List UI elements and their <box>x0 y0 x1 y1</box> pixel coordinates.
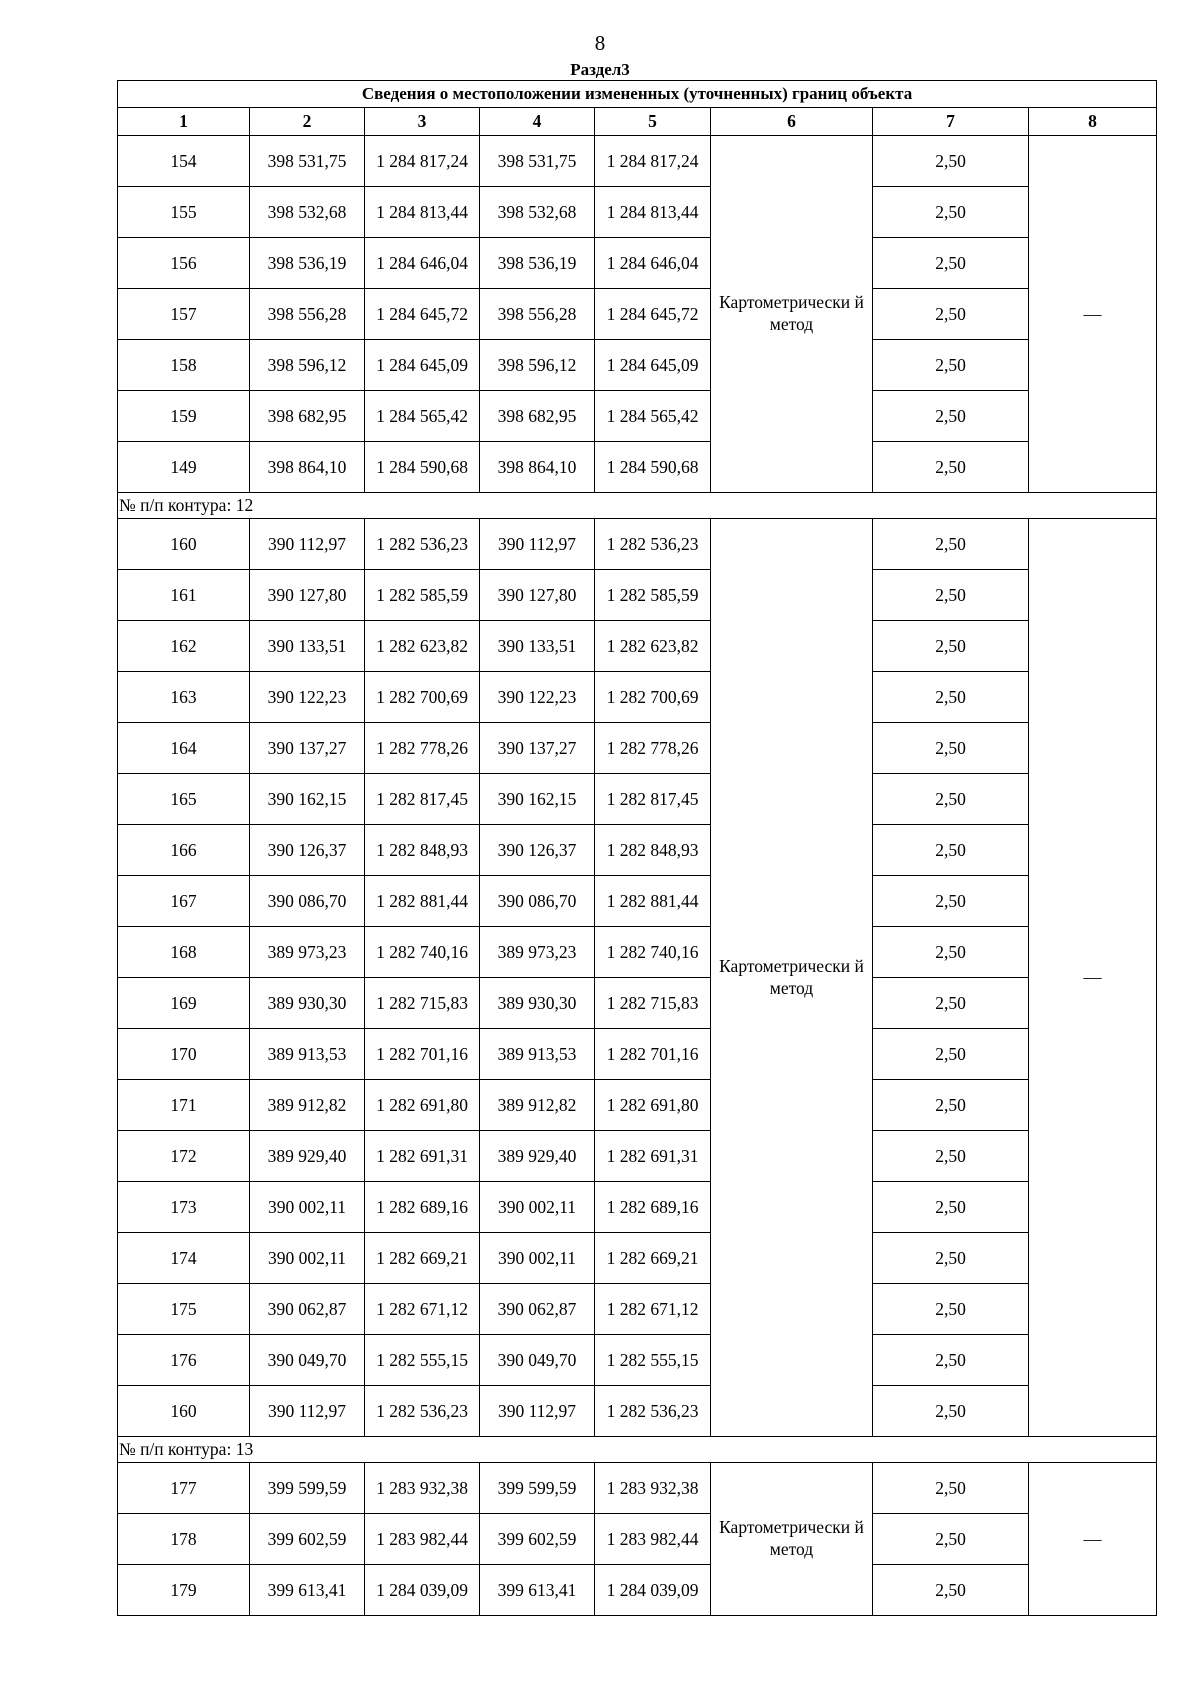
x-new-cell: 390 122,23 <box>480 672 595 723</box>
x-new-cell: 390 162,15 <box>480 774 595 825</box>
y-existing-cell: 1 282 848,93 <box>365 825 480 876</box>
x-new-cell: 390 086,70 <box>480 876 595 927</box>
y-new-cell: 1 284 645,09 <box>595 340 711 391</box>
x-new-cell: 390 127,80 <box>480 570 595 621</box>
point-number-cell: 159 <box>118 391 250 442</box>
y-existing-cell: 1 284 645,09 <box>365 340 480 391</box>
y-new-cell: 1 282 689,16 <box>595 1182 711 1233</box>
section-title: Раздел3 <box>570 60 630 79</box>
y-existing-cell: 1 282 700,69 <box>365 672 480 723</box>
contour-label: № п/п контура: 12 <box>118 493 1157 519</box>
point-number-cell: 173 <box>118 1182 250 1233</box>
point-number-cell: 161 <box>118 570 250 621</box>
x-existing-cell: 390 133,51 <box>250 621 365 672</box>
contour-label: № п/п контура: 13 <box>118 1437 1157 1463</box>
table-row <box>118 1182 1157 1233</box>
y-new-cell: 1 283 932,38 <box>595 1463 711 1514</box>
x-existing-cell: 398 556,28 <box>250 289 365 340</box>
table-row <box>118 1029 1157 1080</box>
x-existing-cell: 390 062,87 <box>250 1284 365 1335</box>
method-cell: Картометрически й метод <box>711 1463 873 1616</box>
table-row <box>118 1284 1157 1335</box>
y-existing-cell: 1 284 039,09 <box>365 1565 480 1616</box>
accuracy-cell: 2,50 <box>873 672 1029 723</box>
y-new-cell: 1 282 536,23 <box>595 1386 711 1437</box>
y-existing-cell: 1 284 813,44 <box>365 187 480 238</box>
column-header: 3 <box>365 108 480 136</box>
x-existing-cell: 390 137,27 <box>250 723 365 774</box>
y-existing-cell: 1 282 691,80 <box>365 1080 480 1131</box>
y-existing-cell: 1 284 817,24 <box>365 136 480 187</box>
x-new-cell: 398 531,75 <box>480 136 595 187</box>
column-header: 5 <box>595 108 711 136</box>
accuracy-cell: 2,50 <box>873 1182 1029 1233</box>
table-caption-row <box>118 81 1157 108</box>
accuracy-cell: 2,50 <box>873 1080 1029 1131</box>
y-existing-cell: 1 282 669,21 <box>365 1233 480 1284</box>
y-existing-cell: 1 282 778,26 <box>365 723 480 774</box>
x-new-cell: 398 682,95 <box>480 391 595 442</box>
y-existing-cell: 1 282 691,31 <box>365 1131 480 1182</box>
column-header: 8 <box>1029 108 1157 136</box>
note-cell: — <box>1029 136 1157 493</box>
x-new-cell: 399 602,59 <box>480 1514 595 1565</box>
point-number-cell: 164 <box>118 723 250 774</box>
table-row <box>118 340 1157 391</box>
accuracy-cell: 2,50 <box>873 391 1029 442</box>
y-new-cell: 1 282 778,26 <box>595 723 711 774</box>
accuracy-cell: 2,50 <box>873 1565 1029 1616</box>
table-row <box>118 825 1157 876</box>
accuracy-cell: 2,50 <box>873 340 1029 391</box>
accuracy-cell: 2,50 <box>873 187 1029 238</box>
y-new-cell: 1 282 585,59 <box>595 570 711 621</box>
y-new-cell: 1 282 881,44 <box>595 876 711 927</box>
table-row <box>118 570 1157 621</box>
method-cell: Картометрически й метод <box>711 136 873 493</box>
x-new-cell: 398 532,68 <box>480 187 595 238</box>
table-row <box>118 1386 1157 1437</box>
x-existing-cell: 398 682,95 <box>250 391 365 442</box>
y-existing-cell: 1 282 689,16 <box>365 1182 480 1233</box>
table-row <box>118 238 1157 289</box>
table-row <box>118 723 1157 774</box>
point-number-cell: 166 <box>118 825 250 876</box>
point-number-cell: 178 <box>118 1514 250 1565</box>
y-new-cell: 1 282 817,45 <box>595 774 711 825</box>
y-new-cell: 1 283 982,44 <box>595 1514 711 1565</box>
contour-row <box>118 493 1157 519</box>
y-existing-cell: 1 282 740,16 <box>365 927 480 978</box>
x-existing-cell: 398 532,68 <box>250 187 365 238</box>
y-new-cell: 1 284 646,04 <box>595 238 711 289</box>
y-new-cell: 1 282 671,12 <box>595 1284 711 1335</box>
x-new-cell: 389 912,82 <box>480 1080 595 1131</box>
table-caption: Сведения о местоположении измененных (уточненных) границ объекта <box>118 81 1157 108</box>
y-new-cell: 1 284 039,09 <box>595 1565 711 1616</box>
y-existing-cell: 1 282 817,45 <box>365 774 480 825</box>
y-existing-cell: 1 282 701,16 <box>365 1029 480 1080</box>
y-existing-cell: 1 282 555,15 <box>365 1335 480 1386</box>
accuracy-cell: 2,50 <box>873 1029 1029 1080</box>
point-number-cell: 158 <box>118 340 250 391</box>
x-new-cell: 389 929,40 <box>480 1131 595 1182</box>
x-new-cell: 398 536,19 <box>480 238 595 289</box>
y-new-cell: 1 284 565,42 <box>595 391 711 442</box>
table-row <box>118 876 1157 927</box>
method-cell: Картометрически й метод <box>711 519 873 1437</box>
table-row <box>118 672 1157 723</box>
table-row <box>118 136 1157 187</box>
accuracy-cell: 2,50 <box>873 570 1029 621</box>
y-new-cell: 1 282 691,31 <box>595 1131 711 1182</box>
y-new-cell: 1 282 715,83 <box>595 978 711 1029</box>
x-new-cell: 398 596,12 <box>480 340 595 391</box>
x-new-cell: 390 112,97 <box>480 519 595 570</box>
note-cell: — <box>1029 1463 1157 1616</box>
x-existing-cell: 399 602,59 <box>250 1514 365 1565</box>
y-existing-cell: 1 284 565,42 <box>365 391 480 442</box>
x-existing-cell: 398 596,12 <box>250 340 365 391</box>
table-row <box>118 1233 1157 1284</box>
x-existing-cell: 390 127,80 <box>250 570 365 621</box>
y-existing-cell: 1 282 623,82 <box>365 621 480 672</box>
y-new-cell: 1 282 555,15 <box>595 1335 711 1386</box>
y-new-cell: 1 284 645,72 <box>595 289 711 340</box>
point-number-cell: 154 <box>118 136 250 187</box>
point-number-cell: 172 <box>118 1131 250 1182</box>
accuracy-cell: 2,50 <box>873 519 1029 570</box>
table-row <box>118 519 1157 570</box>
y-new-cell: 1 282 701,16 <box>595 1029 711 1080</box>
y-existing-cell: 1 284 590,68 <box>365 442 480 493</box>
column-header-row <box>118 108 1157 136</box>
accuracy-cell: 2,50 <box>873 927 1029 978</box>
table-row <box>118 927 1157 978</box>
table-row <box>118 1131 1157 1182</box>
x-existing-cell: 390 049,70 <box>250 1335 365 1386</box>
point-number-cell: 171 <box>118 1080 250 1131</box>
boundary-points-table <box>117 80 1157 1616</box>
y-existing-cell: 1 282 671,12 <box>365 1284 480 1335</box>
y-existing-cell: 1 282 536,23 <box>365 519 480 570</box>
x-new-cell: 398 864,10 <box>480 442 595 493</box>
x-existing-cell: 390 126,37 <box>250 825 365 876</box>
point-number-cell: 168 <box>118 927 250 978</box>
y-new-cell: 1 284 813,44 <box>595 187 711 238</box>
x-new-cell: 390 049,70 <box>480 1335 595 1386</box>
y-new-cell: 1 282 700,69 <box>595 672 711 723</box>
table-row <box>118 978 1157 1029</box>
accuracy-cell: 2,50 <box>873 1131 1029 1182</box>
accuracy-cell: 2,50 <box>873 442 1029 493</box>
column-header: 2 <box>250 108 365 136</box>
accuracy-cell: 2,50 <box>873 723 1029 774</box>
y-existing-cell: 1 282 585,59 <box>365 570 480 621</box>
accuracy-cell: 2,50 <box>873 1463 1029 1514</box>
point-number-cell: 175 <box>118 1284 250 1335</box>
y-new-cell: 1 284 590,68 <box>595 442 711 493</box>
y-new-cell: 1 282 691,80 <box>595 1080 711 1131</box>
table-row <box>118 1463 1157 1514</box>
point-number-cell: 162 <box>118 621 250 672</box>
y-new-cell: 1 282 848,93 <box>595 825 711 876</box>
accuracy-cell: 2,50 <box>873 1335 1029 1386</box>
point-number-cell: 179 <box>118 1565 250 1616</box>
y-existing-cell: 1 283 932,38 <box>365 1463 480 1514</box>
x-new-cell: 399 599,59 <box>480 1463 595 1514</box>
y-new-cell: 1 282 623,82 <box>595 621 711 672</box>
accuracy-cell: 2,50 <box>873 1386 1029 1437</box>
x-existing-cell: 398 864,10 <box>250 442 365 493</box>
accuracy-cell: 2,50 <box>873 289 1029 340</box>
x-existing-cell: 398 531,75 <box>250 136 365 187</box>
x-new-cell: 390 137,27 <box>480 723 595 774</box>
point-number-cell: 169 <box>118 978 250 1029</box>
point-number-cell: 177 <box>118 1463 250 1514</box>
x-existing-cell: 399 613,41 <box>250 1565 365 1616</box>
x-new-cell: 390 133,51 <box>480 621 595 672</box>
table-row <box>118 187 1157 238</box>
note-cell: — <box>1029 519 1157 1437</box>
accuracy-cell: 2,50 <box>873 1284 1029 1335</box>
y-existing-cell: 1 282 881,44 <box>365 876 480 927</box>
page-number: 8 <box>594 31 606 55</box>
x-existing-cell: 389 929,40 <box>250 1131 365 1182</box>
x-new-cell: 390 002,11 <box>480 1182 595 1233</box>
point-number-cell: 174 <box>118 1233 250 1284</box>
x-new-cell: 390 126,37 <box>480 825 595 876</box>
x-new-cell: 390 112,97 <box>480 1386 595 1437</box>
accuracy-cell: 2,50 <box>873 621 1029 672</box>
point-number-cell: 155 <box>118 187 250 238</box>
x-new-cell: 399 613,41 <box>480 1565 595 1616</box>
x-new-cell: 389 973,23 <box>480 927 595 978</box>
point-number-cell: 170 <box>118 1029 250 1080</box>
accuracy-cell: 2,50 <box>873 978 1029 1029</box>
point-number-cell: 149 <box>118 442 250 493</box>
x-existing-cell: 389 973,23 <box>250 927 365 978</box>
x-new-cell: 398 556,28 <box>480 289 595 340</box>
accuracy-cell: 2,50 <box>873 1233 1029 1284</box>
table-row <box>118 1080 1157 1131</box>
y-existing-cell: 1 282 536,23 <box>365 1386 480 1437</box>
point-number-cell: 167 <box>118 876 250 927</box>
y-new-cell: 1 282 536,23 <box>595 519 711 570</box>
table-row <box>118 289 1157 340</box>
point-number-cell: 165 <box>118 774 250 825</box>
point-number-cell: 156 <box>118 238 250 289</box>
accuracy-cell: 2,50 <box>873 825 1029 876</box>
column-header: 7 <box>873 108 1029 136</box>
x-new-cell: 390 062,87 <box>480 1284 595 1335</box>
table-row <box>118 391 1157 442</box>
column-header: 6 <box>711 108 873 136</box>
accuracy-cell: 2,50 <box>873 136 1029 187</box>
x-existing-cell: 390 112,97 <box>250 1386 365 1437</box>
point-number-cell: 176 <box>118 1335 250 1386</box>
y-new-cell: 1 282 669,21 <box>595 1233 711 1284</box>
accuracy-cell: 2,50 <box>873 1514 1029 1565</box>
point-number-cell: 157 <box>118 289 250 340</box>
table-row <box>118 621 1157 672</box>
contour-row <box>118 1437 1157 1463</box>
x-new-cell: 389 913,53 <box>480 1029 595 1080</box>
x-existing-cell: 390 122,23 <box>250 672 365 723</box>
accuracy-cell: 2,50 <box>873 876 1029 927</box>
y-existing-cell: 1 283 982,44 <box>365 1514 480 1565</box>
x-existing-cell: 389 913,53 <box>250 1029 365 1080</box>
table-row <box>118 774 1157 825</box>
y-new-cell: 1 282 740,16 <box>595 927 711 978</box>
table-row <box>118 1335 1157 1386</box>
table-row <box>118 442 1157 493</box>
x-existing-cell: 390 002,11 <box>250 1182 365 1233</box>
y-existing-cell: 1 284 646,04 <box>365 238 480 289</box>
column-header: 1 <box>118 108 250 136</box>
x-new-cell: 389 930,30 <box>480 978 595 1029</box>
x-existing-cell: 389 930,30 <box>250 978 365 1029</box>
point-number-cell: 160 <box>118 519 250 570</box>
y-new-cell: 1 284 817,24 <box>595 136 711 187</box>
y-existing-cell: 1 284 645,72 <box>365 289 480 340</box>
point-number-cell: 163 <box>118 672 250 723</box>
table-row <box>118 1565 1157 1616</box>
x-existing-cell: 390 002,11 <box>250 1233 365 1284</box>
x-new-cell: 390 002,11 <box>480 1233 595 1284</box>
x-existing-cell: 390 162,15 <box>250 774 365 825</box>
table-row <box>118 1514 1157 1565</box>
accuracy-cell: 2,50 <box>873 238 1029 289</box>
x-existing-cell: 390 112,97 <box>250 519 365 570</box>
point-number-cell: 160 <box>118 1386 250 1437</box>
x-existing-cell: 399 599,59 <box>250 1463 365 1514</box>
x-existing-cell: 390 086,70 <box>250 876 365 927</box>
column-header: 4 <box>480 108 595 136</box>
x-existing-cell: 389 912,82 <box>250 1080 365 1131</box>
x-existing-cell: 398 536,19 <box>250 238 365 289</box>
accuracy-cell: 2,50 <box>873 774 1029 825</box>
y-existing-cell: 1 282 715,83 <box>365 978 480 1029</box>
